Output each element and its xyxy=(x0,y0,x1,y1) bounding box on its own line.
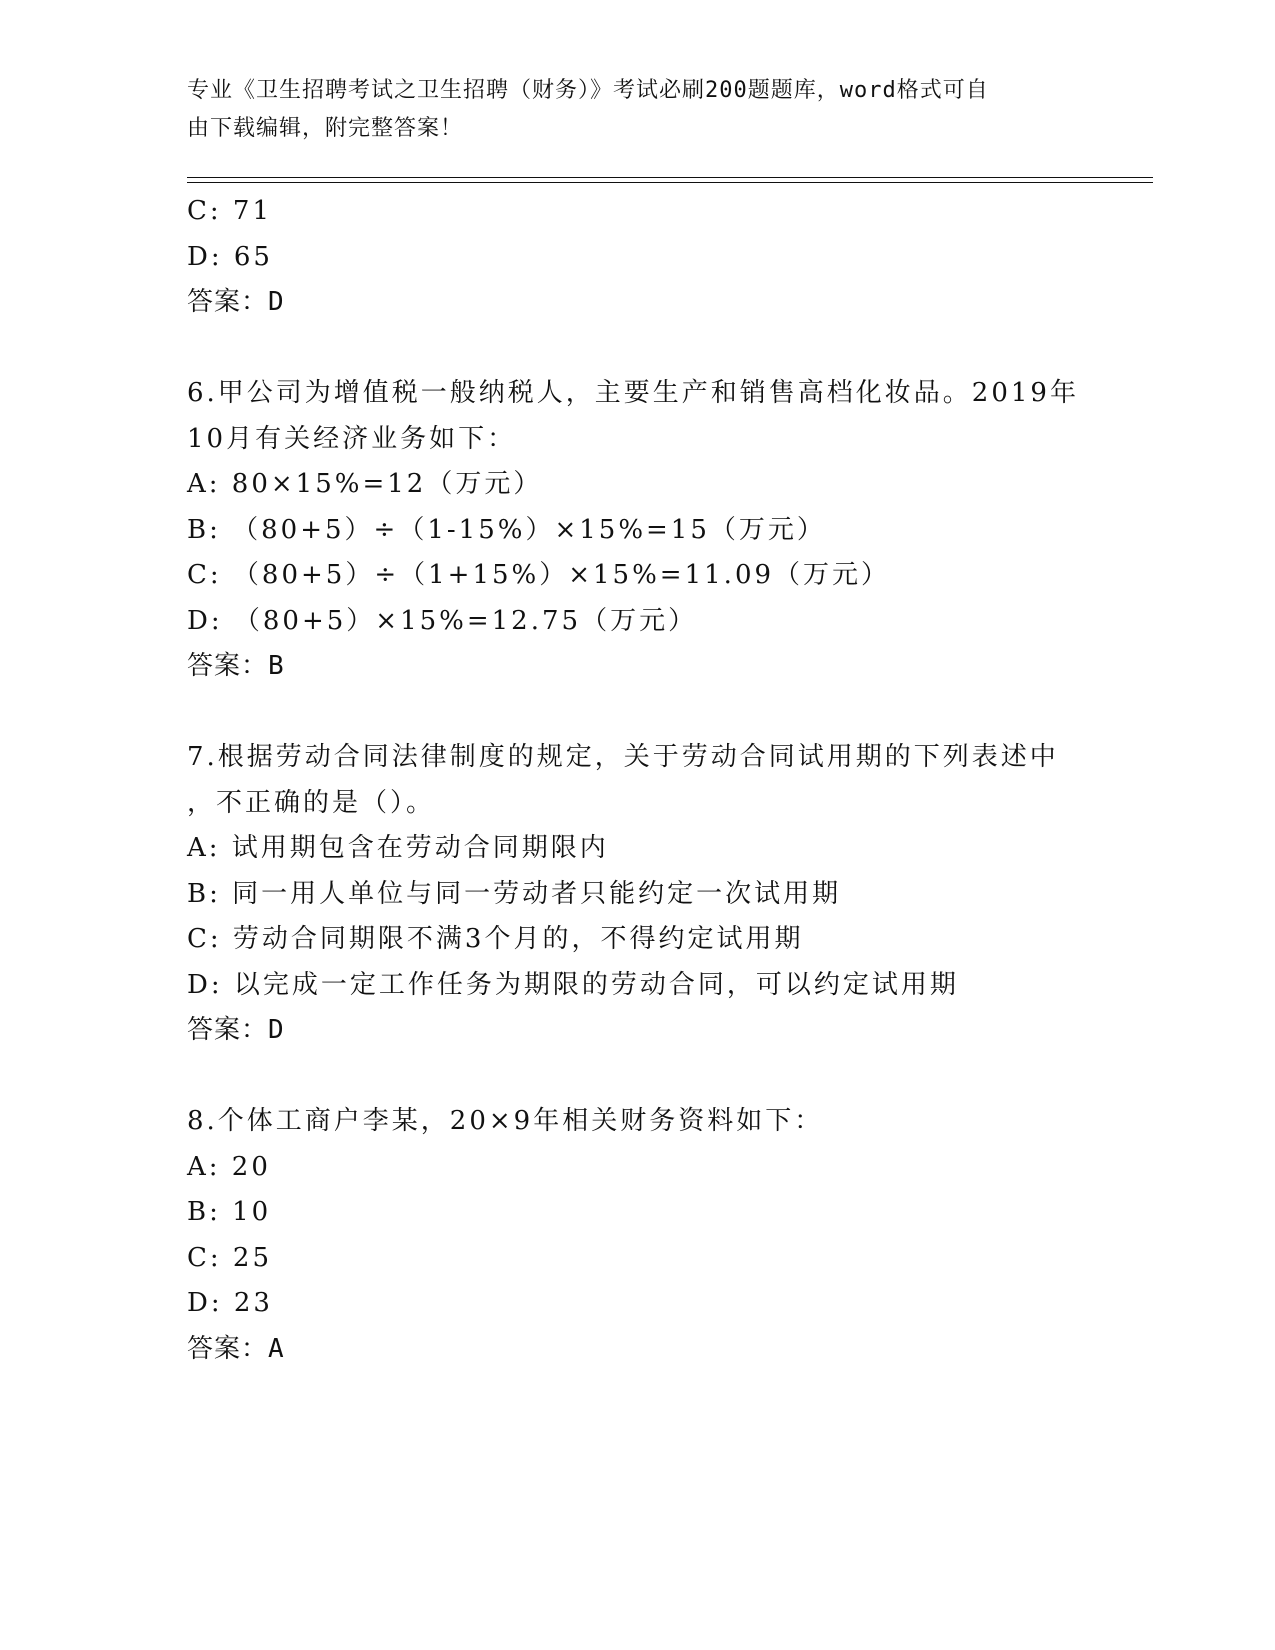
question-8 xyxy=(187,1099,1087,1372)
q8-option-a: A: 20 xyxy=(187,1151,271,1182)
header-rule-top xyxy=(187,177,1153,178)
header-rule-bottom xyxy=(187,182,1153,183)
spacer xyxy=(187,1054,1087,1100)
q8-option-c: C: 25 xyxy=(187,1242,273,1273)
q8-option-d: D: 23 xyxy=(187,1288,273,1318)
q7-answer: 答案：D xyxy=(187,1015,285,1045)
question-7 xyxy=(187,735,1087,1054)
q7-option-a: A: 试用期包含在劳动合同期限内 xyxy=(187,833,609,863)
q7-stem-line-2: ，不正确的是（）。 xyxy=(187,787,436,818)
document-header xyxy=(187,72,1067,148)
q6-option-a: A: 80×15%=12（万元） xyxy=(187,469,543,499)
q7-option-b: B: 同一用人单位与同一劳动者只能约定一次试用期 xyxy=(187,878,842,909)
q6-stem-line-1: 6.甲公司为增值税一般纳税人，主要生产和销售高档化妆品。2019年 xyxy=(187,378,1079,408)
spacer xyxy=(187,690,1087,736)
q8-answer: 答案：A xyxy=(187,1333,285,1364)
q7-option-c: C: 劳动合同期限不满3个月的，不得约定试用期 xyxy=(187,924,804,954)
header-line-2: 由下载编辑，附完整答案！ xyxy=(187,116,464,141)
spacer xyxy=(187,326,1087,372)
q6-answer: 答案：B xyxy=(187,651,285,681)
q8-stem-line-1: 8.个体工商户李某，20×9年相关财务资料如下： xyxy=(187,1106,824,1136)
question-6 xyxy=(187,371,1087,690)
q6-stem-line-2: 10月有关经济业务如下： xyxy=(187,423,517,454)
q7-stem-line-1: 7.根据劳动合同法律制度的规定，关于劳动合同试用期的下列表述中 xyxy=(187,742,1059,772)
document-body xyxy=(187,189,1087,1372)
q5-answer: 答案：D xyxy=(187,287,285,317)
q6-option-c: C: （80+5）÷（1+15%）×15%=11.09（万元） xyxy=(187,560,891,590)
header-line-1: 专业《卫生招聘考试之卫生招聘（财务）》考试必刷200题题库，word格式可自 xyxy=(187,78,989,103)
q5-option-c: C: 71 xyxy=(187,196,273,226)
q6-option-b: B: （80+5）÷（1-15%）×15%=15（万元） xyxy=(187,514,826,545)
q7-option-d: D: 以完成一定工作任务为期限的劳动合同，可以约定试用期 xyxy=(187,969,959,1000)
q6-option-d: D: （80+5）×15%=12.75（万元） xyxy=(187,605,698,636)
q8-option-b: B: 10 xyxy=(187,1197,272,1227)
question-5-remainder xyxy=(187,189,1087,326)
q5-option-d: D: 65 xyxy=(187,241,273,272)
